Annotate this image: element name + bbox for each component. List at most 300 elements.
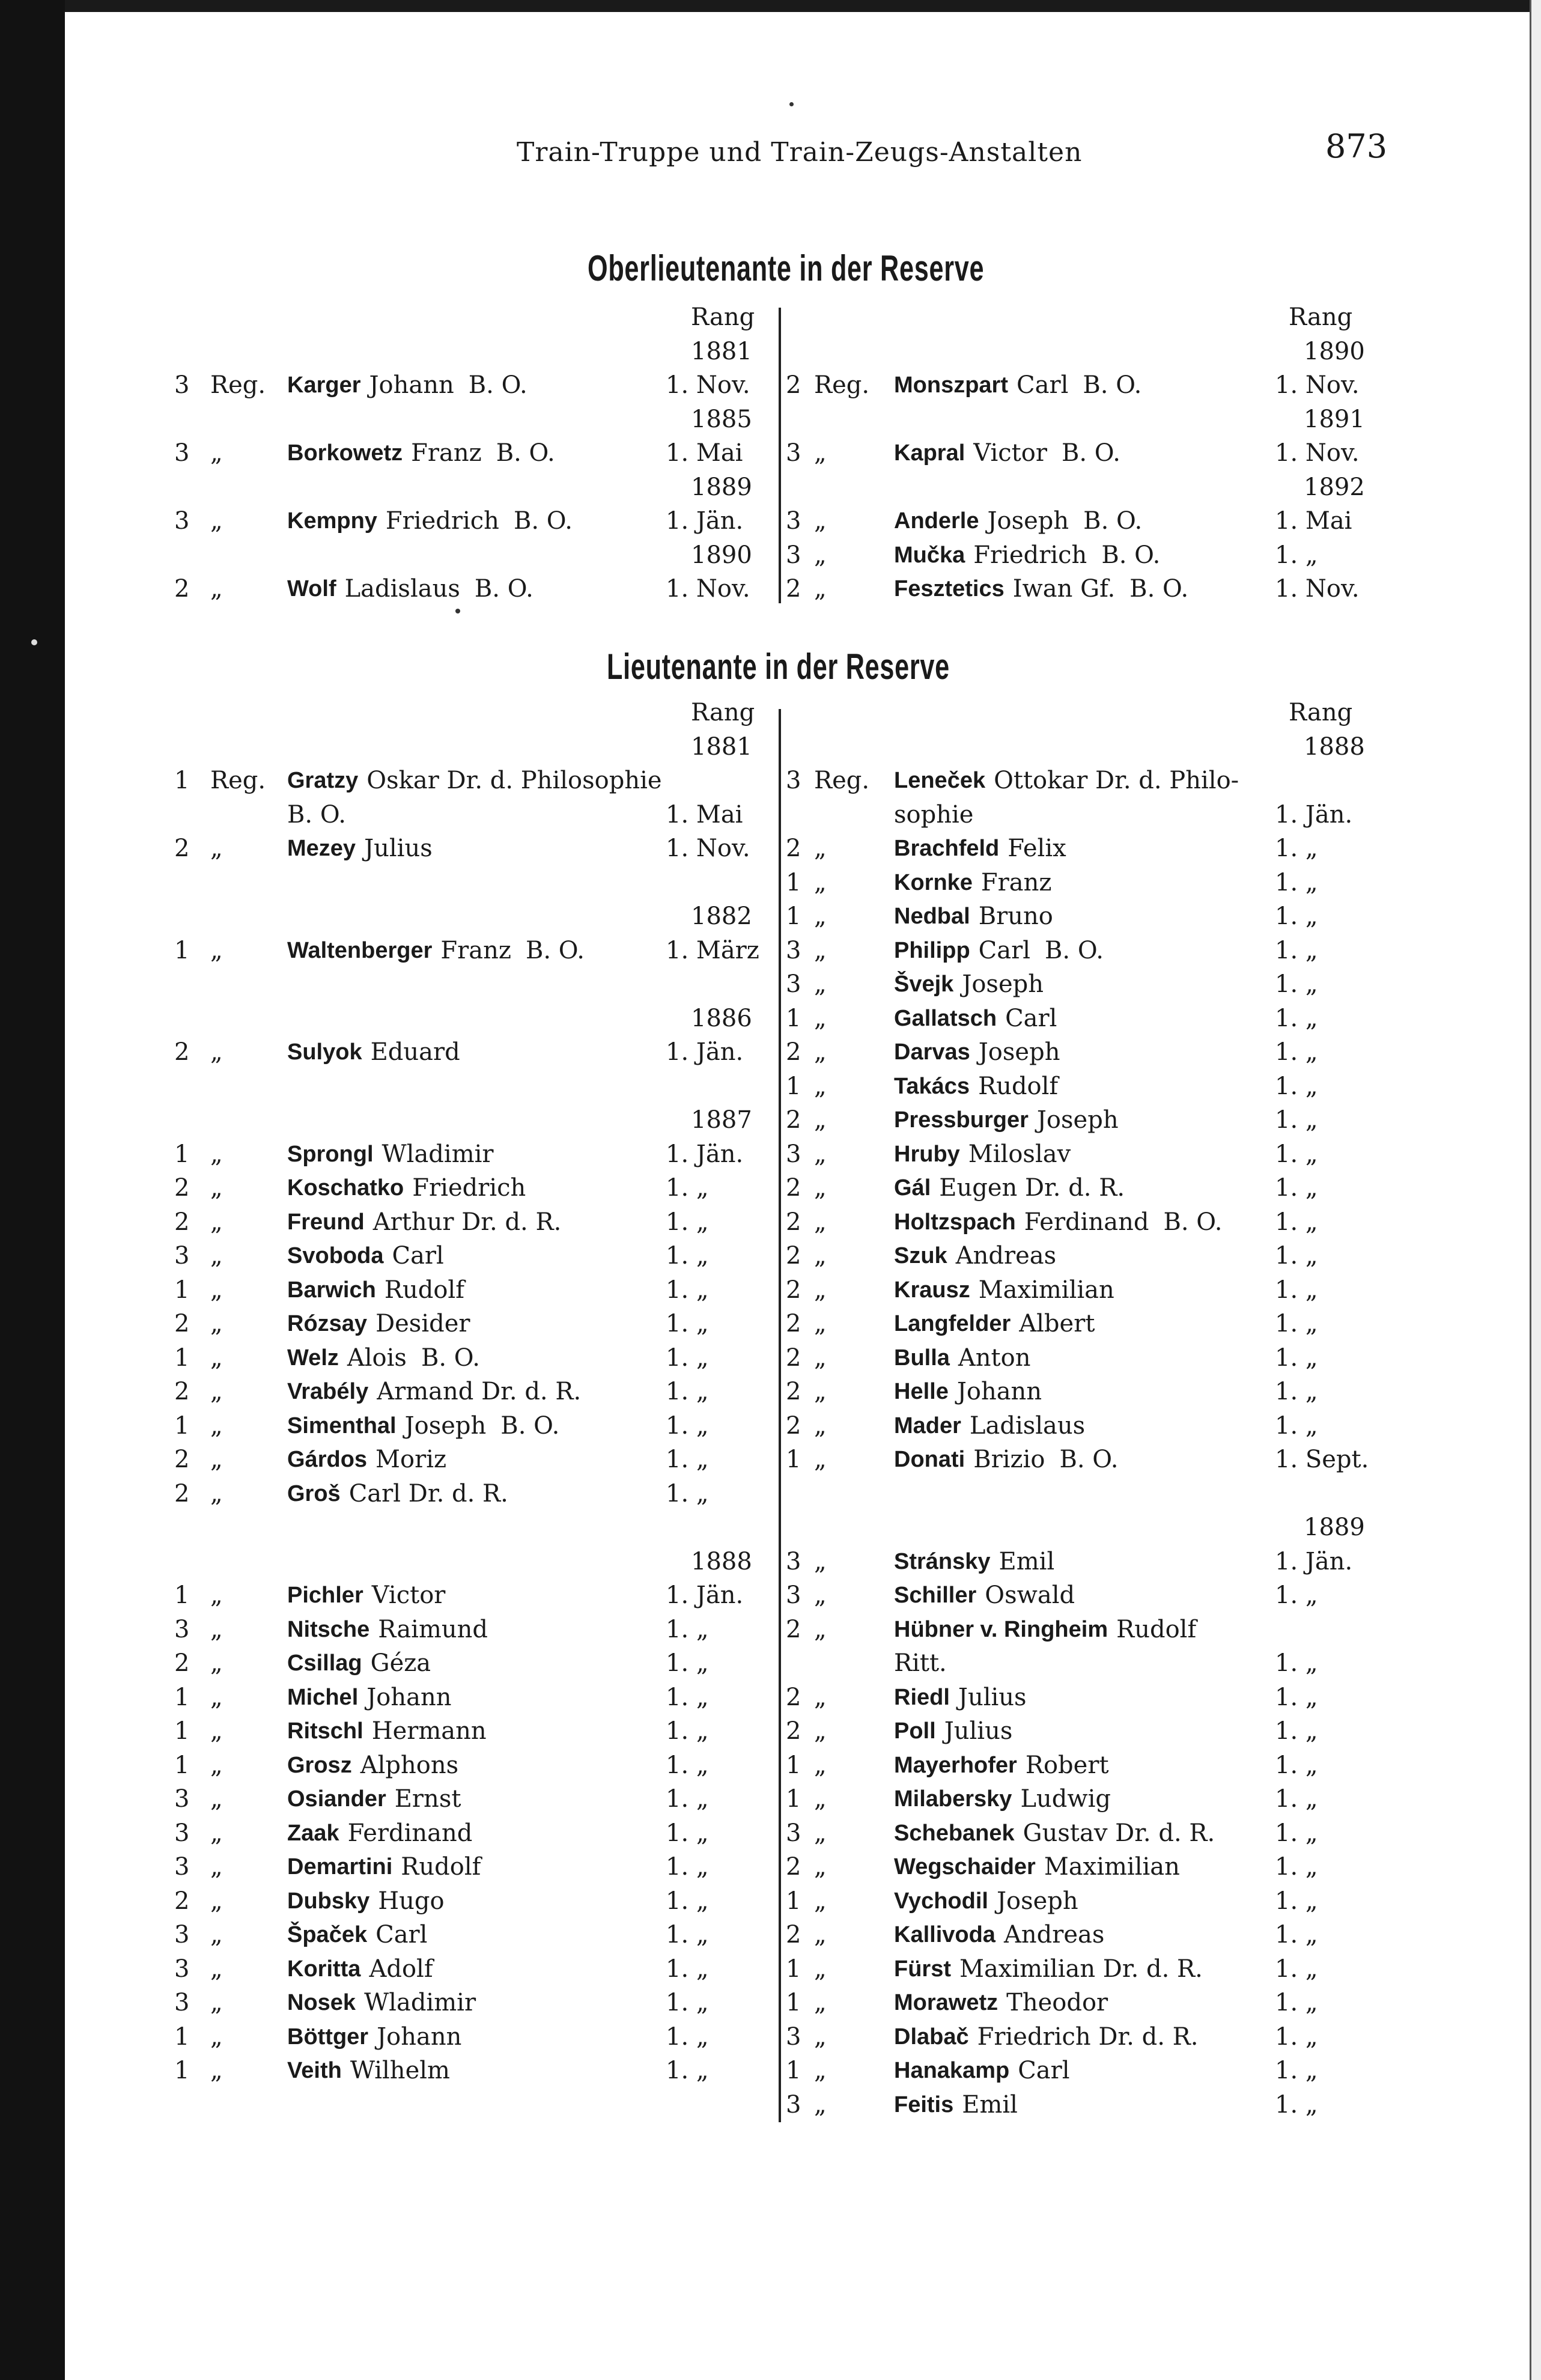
entry-regiment: 1 — [786, 902, 801, 930]
entry-surname: Kallivoda — [894, 1922, 995, 1947]
entry-regiment-suffix: „ — [814, 1751, 827, 1779]
entry-regiment-suffix: „ — [210, 936, 223, 964]
entry-date: 1. „ — [666, 2057, 709, 2084]
entry-regiment-suffix: „ — [210, 1140, 223, 1168]
entry-regiment: 1 — [174, 2022, 190, 2051]
entry-given-name: Emil — [998, 1547, 1055, 1575]
entry-date: 1. „ — [666, 1751, 709, 1779]
entry-date: 1. „ — [666, 1446, 709, 1473]
scan-speck — [789, 102, 794, 106]
rank-year: 1889 — [691, 473, 752, 501]
entry-given-name: Bruno — [978, 902, 1053, 930]
entry-regiment: 3 — [174, 1615, 190, 1643]
entry-date: 1. „ — [666, 1411, 709, 1440]
rang-label: Rang — [1289, 699, 1353, 726]
page-number: 873 — [1325, 127, 1388, 165]
entry-surname: Gál — [894, 1175, 931, 1201]
entry-regiment: 2 — [786, 1378, 801, 1405]
entry-date: 1. „ — [1275, 541, 1318, 569]
entry-date: 1. Jän. — [666, 507, 744, 535]
entry-surname: Morawetz — [894, 1990, 998, 2015]
entry-regiment: 2 — [174, 1208, 190, 1236]
entry-given-name: Ferdinand — [347, 1819, 473, 1847]
entry-regiment-suffix: „ — [814, 1989, 827, 2016]
entry-date: 1. „ — [666, 1174, 709, 1202]
entry-date: 1. „ — [666, 1208, 709, 1236]
entry-given-name: Johann — [366, 1683, 452, 1711]
entry-regiment-suffix: „ — [814, 1378, 827, 1405]
entry-given-name: Albert — [1019, 1310, 1095, 1338]
entry-regiment: 2 — [174, 1310, 190, 1338]
entry-regiment-suffix: „ — [814, 1208, 827, 1236]
entry-note: B. O. — [1129, 575, 1189, 603]
section-title-oberlieutenante: Oberlieutenante in der Reserve — [588, 248, 985, 288]
entry-given-name: Wilhelm — [350, 2057, 450, 2084]
entry-given-name: Moriz — [375, 1446, 447, 1473]
entry-regiment-suffix: „ — [210, 1955, 223, 1983]
entry-surname: Švejk — [894, 972, 954, 997]
entry-date: 1. „ — [1275, 1819, 1318, 1847]
entry-surname: Mezey — [287, 836, 356, 861]
rang-label: Rang — [691, 699, 755, 726]
entry-regiment: 3 — [786, 507, 801, 535]
entry-given-name: Wladimir — [364, 1989, 476, 2016]
entry-given-name: Gustav Dr. d. R. — [1023, 1819, 1215, 1847]
entry-regiment: 1 — [174, 1751, 190, 1779]
entry-date: 1. „ — [666, 1819, 709, 1847]
entry-regiment-suffix: „ — [814, 2022, 827, 2051]
entry-given-name: Arthur Dr. d. R. — [372, 1208, 562, 1236]
entry-given-name: Carl — [375, 1921, 428, 1949]
running-header: Train-Truppe und Train-Zeugs-Anstalten — [517, 137, 1083, 168]
entry-regiment-suffix: „ — [814, 1446, 827, 1473]
entry-surname: Schebanek — [894, 1820, 1015, 1846]
entry-regiment: 2 — [174, 1649, 190, 1677]
entry-given-name: Ladislaus — [969, 1411, 1086, 1440]
entry-given-name: Julius — [944, 1717, 1013, 1745]
entry-date: 1. Nov. — [666, 835, 750, 862]
entry-surname: Takács — [894, 1073, 970, 1099]
entry-regiment-suffix: „ — [814, 1683, 827, 1711]
entry-regiment: 3 — [174, 1785, 190, 1813]
entry-given-name: Theodor — [1006, 1989, 1108, 2016]
entry-date: 1. „ — [666, 1683, 709, 1711]
entry-given-name: Ladislaus — [344, 575, 460, 603]
entry-given-name: Iwan Gf. — [1012, 575, 1116, 603]
entry-regiment-suffix: „ — [210, 1751, 223, 1779]
entry-regiment-suffix: „ — [814, 1310, 827, 1338]
entry-date: 1. Nov. — [666, 371, 750, 399]
rank-year: 1888 — [691, 1547, 752, 1575]
column-divider — [779, 308, 781, 603]
entry-regiment-suffix: „ — [814, 936, 827, 964]
rank-year: 1888 — [1304, 732, 1365, 761]
scan-border-top — [0, 0, 1541, 12]
entry-date: 1. Mai — [666, 800, 743, 829]
entry-surname: Böttger — [287, 2024, 369, 2050]
scan-speck — [455, 609, 460, 613]
entry-given-name: Oskar Dr. d. Philosophie — [366, 767, 662, 794]
entry-regiment: 3 — [786, 2090, 801, 2119]
entry-surname: Kornke — [894, 869, 973, 895]
entry-given-name: Alphons — [360, 1751, 459, 1779]
entry-given-name: Robert — [1025, 1751, 1109, 1779]
entry-date: 1. „ — [1275, 1717, 1318, 1745]
entry-surname: Gratzy — [287, 768, 359, 793]
entry-regiment: 2 — [786, 1242, 801, 1270]
entry-surname: Hübner v. Ringheim — [894, 1616, 1108, 1642]
entry-date: 1. „ — [1275, 868, 1318, 896]
entry-date: 1. „ — [666, 1717, 709, 1745]
entry-surname: Freund — [287, 1209, 365, 1235]
entry-surname: Donati — [894, 1447, 965, 1472]
entry-regiment: 2 — [174, 1038, 190, 1066]
entry-surname: Sulyok — [287, 1039, 362, 1065]
entry-regiment-suffix: „ — [210, 1649, 223, 1677]
entry-note: B. O. — [1163, 1208, 1223, 1236]
entry-date: 1. „ — [666, 1378, 709, 1405]
entry-regiment-suffix: „ — [210, 1853, 223, 1881]
entry-regiment-suffix: Reg. — [814, 767, 870, 794]
entry-regiment: 3 — [174, 1989, 190, 2016]
entry-given-name: Rudolf — [1116, 1615, 1197, 1643]
entry-given-name: Desider — [375, 1310, 470, 1338]
entry-surname: Dlabač — [894, 2024, 969, 2050]
entry-surname: Anderle — [894, 508, 979, 534]
entry-regiment-suffix: „ — [814, 1106, 827, 1134]
entry-surname: Sprongl — [287, 1141, 374, 1167]
entry-surname: Fürst — [894, 1956, 951, 1982]
entry-given-name: Johann — [377, 2022, 462, 2051]
entry-continuation: sophie — [894, 800, 974, 829]
entry-surname: Leneček — [894, 768, 986, 793]
entry-given-name: Andreas — [955, 1242, 1057, 1270]
entry-surname: Szuk — [894, 1243, 947, 1268]
entry-given-name: Andreas — [1003, 1921, 1105, 1949]
entry-regiment: 3 — [786, 1140, 801, 1168]
entry-given-name: Julius — [958, 1683, 1027, 1711]
rank-year: 1890 — [691, 541, 752, 569]
entry-date: 1. Nov. — [1275, 439, 1360, 467]
entry-date: 1. „ — [1275, 1751, 1318, 1779]
entry-date: 1. „ — [1275, 1581, 1318, 1609]
entry-regiment-suffix: „ — [210, 1378, 223, 1405]
entry-date: 1. „ — [1275, 936, 1318, 964]
entry-surname: Osiander — [287, 1786, 386, 1812]
entry-regiment: 3 — [174, 1819, 190, 1847]
entry-regiment: 2 — [174, 575, 190, 603]
entry-date: 1. „ — [1275, 902, 1318, 930]
entry-regiment-suffix: „ — [210, 1683, 223, 1711]
entry-surname: Pressburger — [894, 1107, 1029, 1133]
entry-regiment-suffix: „ — [814, 1344, 827, 1372]
entry-continuation: Ritt. — [894, 1649, 947, 1677]
rank-year: 1886 — [691, 1004, 752, 1032]
entry-date: 1. „ — [666, 1310, 709, 1338]
entry-regiment-suffix: „ — [210, 1887, 223, 1915]
entry-regiment: 2 — [786, 1344, 801, 1372]
entry-date: 1. Jän. — [666, 1140, 744, 1168]
entry-note: B. O. — [1083, 371, 1142, 399]
entry-surname: Pichler — [287, 1583, 363, 1608]
entry-given-name: Carl — [1005, 1004, 1057, 1032]
entry-regiment-suffix: „ — [814, 1581, 827, 1609]
entry-given-name: Friedrich — [973, 541, 1087, 569]
entry-date: 1. Jän. — [666, 1038, 744, 1066]
entry-date: 1. Jän. — [1275, 1547, 1353, 1575]
entry-date: 1. „ — [1275, 1989, 1318, 2016]
entry-given-name: Victor — [973, 439, 1047, 467]
entry-regiment-suffix: „ — [814, 1955, 827, 1983]
entry-regiment-suffix: „ — [210, 1411, 223, 1440]
rank-year: 1881 — [691, 337, 752, 365]
entry-surname: Ritschl — [287, 1718, 363, 1744]
entry-regiment: 1 — [174, 1683, 190, 1711]
entry-date: 1. „ — [1275, 2022, 1318, 2051]
entry-regiment-suffix: „ — [814, 439, 827, 467]
entry-regiment: 3 — [174, 1955, 190, 1983]
entry-date: 1. „ — [666, 1344, 709, 1372]
entry-surname: Kempny — [287, 508, 377, 534]
entry-regiment: 3 — [174, 1921, 190, 1949]
entry-regiment: 1 — [786, 868, 801, 896]
entry-given-name: Carl — [1017, 371, 1069, 399]
entry-regiment: 3 — [786, 1547, 801, 1575]
entry-date: 1. „ — [1275, 1887, 1318, 1915]
entry-regiment: 2 — [174, 1446, 190, 1473]
entry-surname: Feitis — [894, 2092, 954, 2117]
entry-regiment: 3 — [174, 371, 190, 399]
entry-surname: Monszpart — [894, 373, 1008, 398]
rang-label: Rang — [691, 303, 755, 331]
entry-surname: Holtzspach — [894, 1209, 1016, 1235]
entry-regiment-suffix: „ — [210, 1581, 223, 1609]
entry-date: 1. „ — [666, 2022, 709, 2051]
entry-regiment: 3 — [174, 439, 190, 467]
entry-regiment-suffix: „ — [814, 2090, 827, 2119]
entry-surname: Fesztetics — [894, 576, 1005, 601]
entry-date: 1. März — [666, 936, 759, 964]
entry-date: 1. „ — [1275, 1649, 1318, 1677]
entry-date: 1. „ — [1275, 1921, 1318, 1949]
entry-regiment-suffix: Reg. — [210, 767, 266, 794]
entry-regiment: 1 — [174, 1581, 190, 1609]
entry-date: 1. „ — [1275, 1378, 1318, 1405]
entry-regiment-suffix: „ — [210, 1989, 223, 2016]
entry-note: B. O. — [500, 1411, 560, 1440]
entry-note: B. O. — [474, 575, 533, 603]
entry-note: B. O. — [1045, 936, 1104, 964]
entry-date: 1. „ — [1275, 2090, 1318, 2119]
entry-surname: Stránsky — [894, 1548, 991, 1574]
entry-regiment-suffix: „ — [814, 1615, 827, 1643]
entry-note: B. O. — [1061, 439, 1120, 467]
entry-surname: Hanakamp — [894, 2058, 1010, 2083]
entry-date: 1. Jän. — [1275, 800, 1353, 829]
scan-border-right — [1530, 0, 1541, 2380]
entry-given-name: Ferdinand — [1024, 1208, 1149, 1236]
entry-date: 1. „ — [1275, 1411, 1318, 1440]
entry-date: 1. „ — [1275, 1140, 1318, 1168]
entry-regiment: 3 — [786, 1819, 801, 1847]
entry-date: 1. „ — [666, 1785, 709, 1813]
rank-year: 1887 — [691, 1106, 752, 1134]
entry-regiment: 2 — [174, 1887, 190, 1915]
entry-date: 1. Jän. — [666, 1581, 744, 1609]
entry-given-name: Brizio — [973, 1446, 1045, 1473]
entry-date: 1. „ — [1275, 1683, 1318, 1711]
entry-date: 1. „ — [1275, 1276, 1318, 1304]
entry-date: 1. „ — [666, 1649, 709, 1677]
entry-regiment: 3 — [174, 1853, 190, 1881]
entry-given-name: Wladimir — [381, 1140, 494, 1168]
entry-regiment: 1 — [786, 1751, 801, 1779]
entry-regiment-suffix: „ — [210, 439, 223, 467]
entry-date: 1. Sept. — [1275, 1446, 1369, 1473]
column-divider — [779, 709, 781, 2122]
entry-regiment: 1 — [786, 1887, 801, 1915]
entry-regiment-suffix: „ — [210, 1819, 223, 1847]
entry-regiment-suffix: „ — [814, 1242, 827, 1270]
entry-given-name: Rudolf — [384, 1276, 464, 1304]
entry-surname: Schiller — [894, 1583, 977, 1608]
entry-regiment-suffix: „ — [210, 1446, 223, 1473]
entry-given-name: Carl — [1018, 2057, 1070, 2084]
entry-regiment: 3 — [786, 970, 801, 998]
entry-note: B. O. — [1101, 541, 1161, 569]
entry-given-name: Hugo — [378, 1887, 445, 1915]
entry-surname: Karger — [287, 373, 361, 398]
entry-given-name: Eduard — [370, 1038, 460, 1066]
entry-regiment: 3 — [786, 439, 801, 467]
entry-surname: Krausz — [894, 1277, 970, 1303]
rank-year: 1882 — [691, 902, 752, 930]
entry-regiment: 1 — [786, 1446, 801, 1473]
entry-regiment-suffix: „ — [814, 1717, 827, 1745]
entry-regiment: 1 — [174, 1411, 190, 1440]
entry-given-name: Emil — [962, 2090, 1018, 2119]
entry-note: B. O. — [513, 507, 573, 535]
entry-date: 1. „ — [666, 1276, 709, 1304]
entry-regiment: 2 — [786, 1106, 801, 1134]
entry-date: 1. „ — [1275, 1853, 1318, 1881]
entry-note: B. O. — [496, 439, 555, 467]
entry-date: 1. „ — [666, 1921, 709, 1949]
entry-given-name: Carl — [978, 936, 1031, 964]
entry-date: 1. „ — [666, 1242, 709, 1270]
entry-given-name: Carl Dr. d. R. — [348, 1479, 508, 1508]
entry-date: 1. „ — [1275, 1174, 1318, 1202]
entry-surname: Michel — [287, 1684, 359, 1710]
entry-given-name: Joseph — [962, 970, 1044, 998]
entry-surname: Špaček — [287, 1922, 368, 1947]
entry-regiment-suffix: „ — [814, 575, 827, 603]
entry-regiment-suffix: Reg. — [210, 371, 266, 399]
entry-surname: Grosz — [287, 1752, 352, 1778]
entry-regiment: 2 — [786, 1174, 801, 1202]
entry-regiment: 2 — [786, 1038, 801, 1066]
entry-surname: Helle — [894, 1379, 949, 1404]
entry-surname: Brachfeld — [894, 836, 1000, 861]
entry-regiment-suffix: „ — [814, 1004, 827, 1032]
entry-regiment: 2 — [786, 575, 801, 603]
entry-regiment: 3 — [174, 507, 190, 535]
entry-regiment: 1 — [174, 1717, 190, 1745]
entry-surname: Dubsky — [287, 1888, 370, 1914]
entry-date: 1. „ — [1275, 970, 1318, 998]
entry-regiment-suffix: „ — [210, 1242, 223, 1270]
entry-surname: Zaak — [287, 1820, 339, 1846]
entry-regiment: 2 — [786, 1276, 801, 1304]
entry-regiment: 2 — [786, 835, 801, 862]
entry-date: 1. „ — [1275, 2057, 1318, 2084]
entry-surname: Gallatsch — [894, 1005, 997, 1031]
entry-date: 1. „ — [666, 1887, 709, 1915]
entry-regiment: 1 — [174, 1344, 190, 1372]
entry-given-name: Felix — [1008, 835, 1066, 862]
entry-regiment: 2 — [786, 1615, 801, 1643]
entry-date: 1. Nov. — [666, 575, 750, 603]
entry-surname: Darvas — [894, 1039, 970, 1065]
entry-regiment: 1 — [786, 1989, 801, 2016]
entry-given-name: Eugen Dr. d. R. — [939, 1174, 1125, 1202]
entry-regiment-suffix: „ — [814, 1038, 827, 1066]
entry-regiment-suffix: „ — [814, 1174, 827, 1202]
entry-regiment-suffix: „ — [210, 1785, 223, 1813]
entry-given-name: Joseph — [978, 1038, 1060, 1066]
entry-surname: Rózsay — [287, 1311, 368, 1336]
entry-regiment: 1 — [174, 1140, 190, 1168]
entry-regiment: 3 — [786, 767, 801, 794]
entry-given-name: Géza — [370, 1649, 431, 1677]
rank-year: 1889 — [1304, 1514, 1365, 1541]
entry-date: 1. „ — [1275, 1955, 1318, 1983]
entry-regiment-suffix: „ — [210, 1479, 223, 1508]
entry-given-name: Anton — [958, 1344, 1031, 1372]
entry-date: 1. „ — [666, 1853, 709, 1881]
entry-surname: Nosek — [287, 1990, 356, 2015]
entry-given-name: Raimund — [378, 1615, 488, 1643]
entry-surname: Wolf — [287, 576, 336, 601]
entry-surname: Kapral — [894, 440, 965, 466]
entry-regiment: 2 — [174, 1479, 190, 1508]
entry-regiment-suffix: „ — [814, 1785, 827, 1813]
entry-regiment: 2 — [786, 1717, 801, 1745]
entry-surname: Simenthal — [287, 1413, 397, 1438]
entry-given-name: Armand Dr. d. R. — [377, 1378, 582, 1405]
entry-regiment-suffix: „ — [210, 2057, 223, 2084]
entry-surname: Borkowetz — [287, 440, 403, 466]
entry-given-name: Franz — [411, 439, 482, 467]
entry-regiment-suffix: „ — [814, 835, 827, 862]
entry-regiment: 1 — [786, 1955, 801, 1983]
entry-surname: Barwich — [287, 1277, 376, 1303]
entry-regiment-suffix: „ — [210, 1276, 223, 1304]
entry-surname: Groš — [287, 1481, 341, 1506]
entry-surname: Koschatko — [287, 1175, 404, 1201]
entry-surname: Bulla — [894, 1345, 950, 1371]
entry-surname: Nitsche — [287, 1616, 370, 1642]
entry-date: 1. „ — [1275, 1072, 1318, 1100]
entry-regiment-suffix: „ — [814, 1411, 827, 1440]
entry-note: B. O. — [468, 371, 527, 399]
entry-surname: Mader — [894, 1413, 961, 1438]
entry-regiment: 2 — [786, 371, 801, 399]
entry-regiment: 2 — [786, 1921, 801, 1949]
entry-given-name: Alois — [347, 1344, 407, 1372]
entry-date: 1. „ — [1275, 1106, 1318, 1134]
entry-note: B. O. — [1083, 507, 1143, 535]
